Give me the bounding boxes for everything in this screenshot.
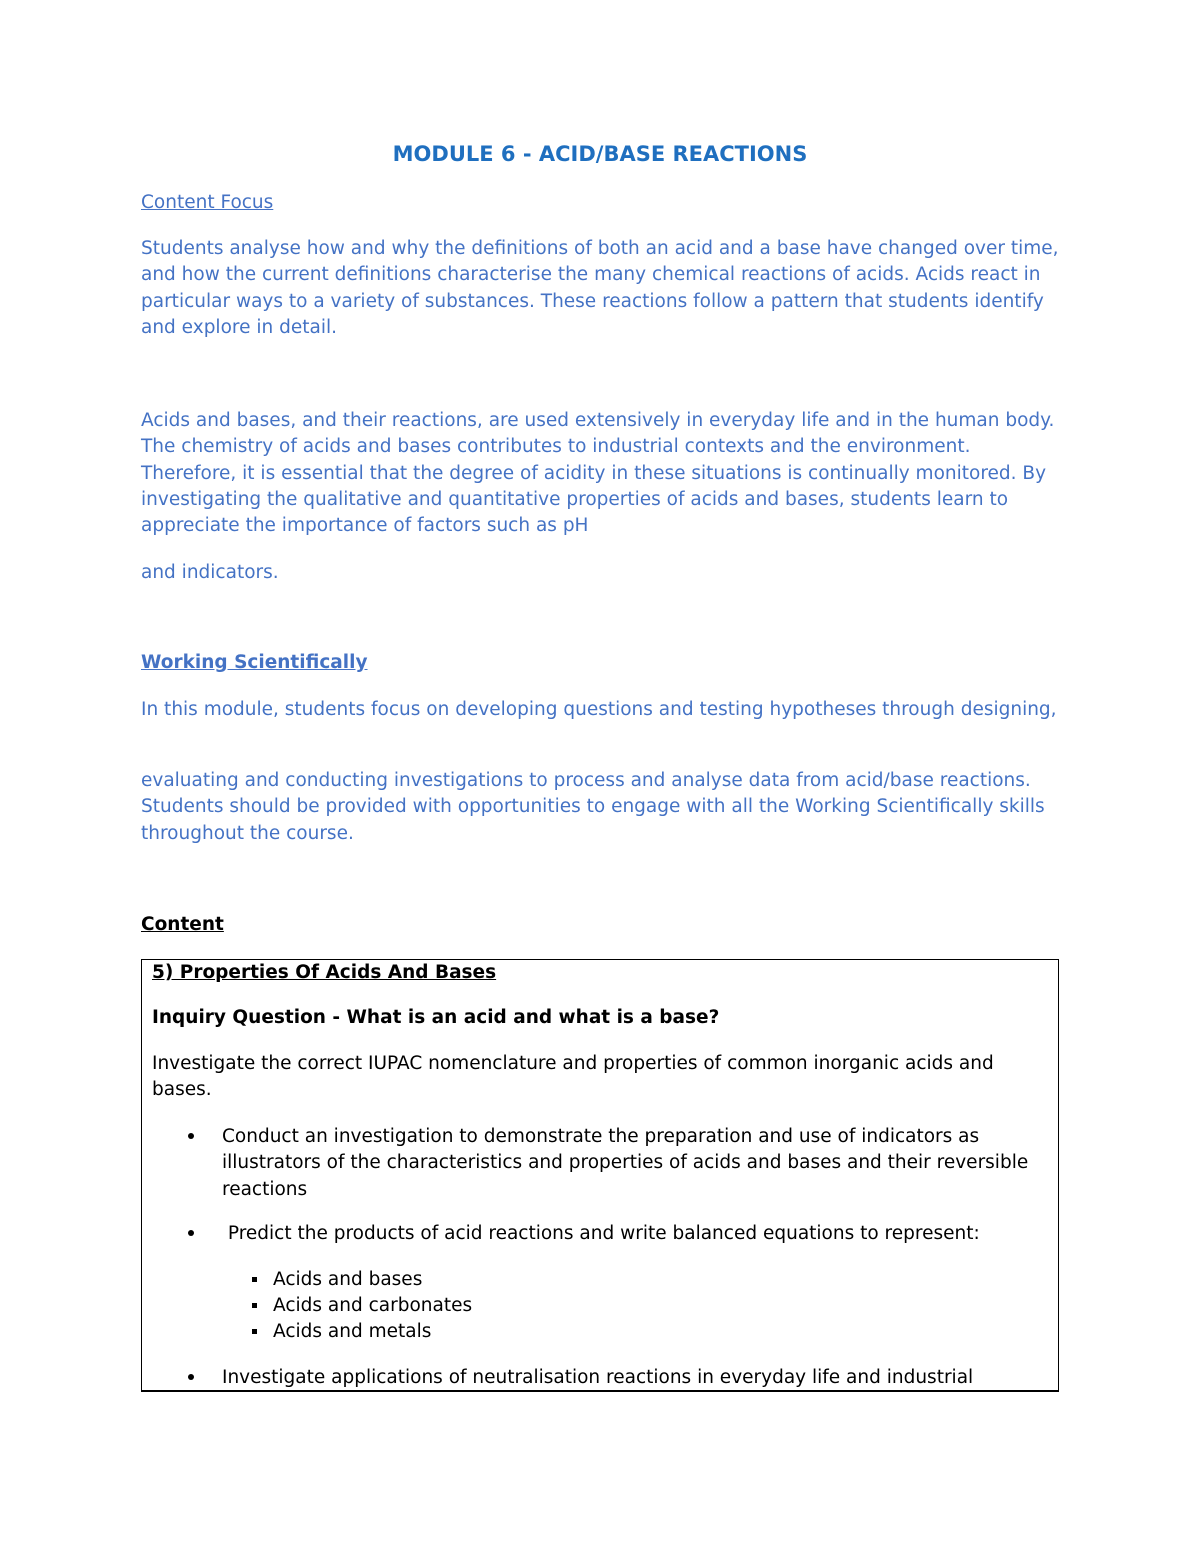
bullet-icon	[188, 1374, 194, 1380]
working-scientifically-paragraph-1: In this module, students focus on developing questions and testing hypotheses through designing,	[141, 699, 1057, 720]
square-bullet-icon	[252, 1277, 257, 1282]
bullet-text: Investigate applications of neutralisation reactions in everyday life and industrial	[222, 1367, 974, 1388]
bullet-icon	[188, 1230, 194, 1236]
content-heading: Content	[141, 914, 224, 935]
content-focus-paragraph-3: and indicators.	[141, 562, 279, 583]
content-focus-heading: Content Focus	[141, 192, 274, 213]
bullet-icon	[188, 1133, 194, 1139]
inquiry-question: Inquiry Question - What is an acid and what is a base?	[152, 1007, 720, 1028]
bullet-text: Predict the products of acid reactions and write balanced equations to represent:	[222, 1223, 980, 1244]
bullet-text: Conduct an investigation to demonstrate the preparation and use of indicators as illustrators of the characteristics and properties of acids and bases and their reversible reactions	[222, 1126, 1029, 1200]
sub-bullet-text: Acids and carbonates	[273, 1295, 473, 1316]
page-title: MODULE 6 - ACID/BASE REACTIONS	[392, 142, 808, 166]
box-intro-text: Investigate the correct IUPAC nomenclature and properties of common inorganic acids and bases.	[152, 1053, 994, 1101]
content-table-box	[141, 959, 1059, 1392]
content-focus-paragraph-1: Students analyse how and why the definitions of both an acid and a base have changed over time, and how the current definitions characterise the many chemical reactions of acids. Acids react in particular ways to a variety of substances. These reactions follow a pattern that students identify and explore in detail.	[141, 238, 1059, 338]
sub-bullet-text: Acids and bases	[273, 1269, 423, 1290]
square-bullet-icon	[252, 1303, 257, 1308]
sub-bullet-text: Acids and metals	[273, 1321, 432, 1342]
box-section-title: 5) Properties Of Acids And Bases	[152, 962, 497, 983]
square-bullet-icon	[252, 1329, 257, 1334]
working-scientifically-heading: Working Scientifically	[141, 652, 368, 673]
working-scientifically-paragraph-2: evaluating and conducting investigations to process and analyse data from acid/base reactions. Students should be provided with opportunities to engage with all the Working Scientifically skills throughout the course.	[141, 770, 1045, 844]
content-focus-paragraph-2: Acids and bases, and their reactions, are used extensively in everyday life and in the human body. The chemistry of acids and bases contributes to industrial contexts and the environment. Therefore, it is essential that the degree of acidity in these situations is continually monitored. By investigating the qualitative and quantitative properties of acids and bases, students learn to appreciate the importance of factors such as pH	[141, 410, 1055, 537]
